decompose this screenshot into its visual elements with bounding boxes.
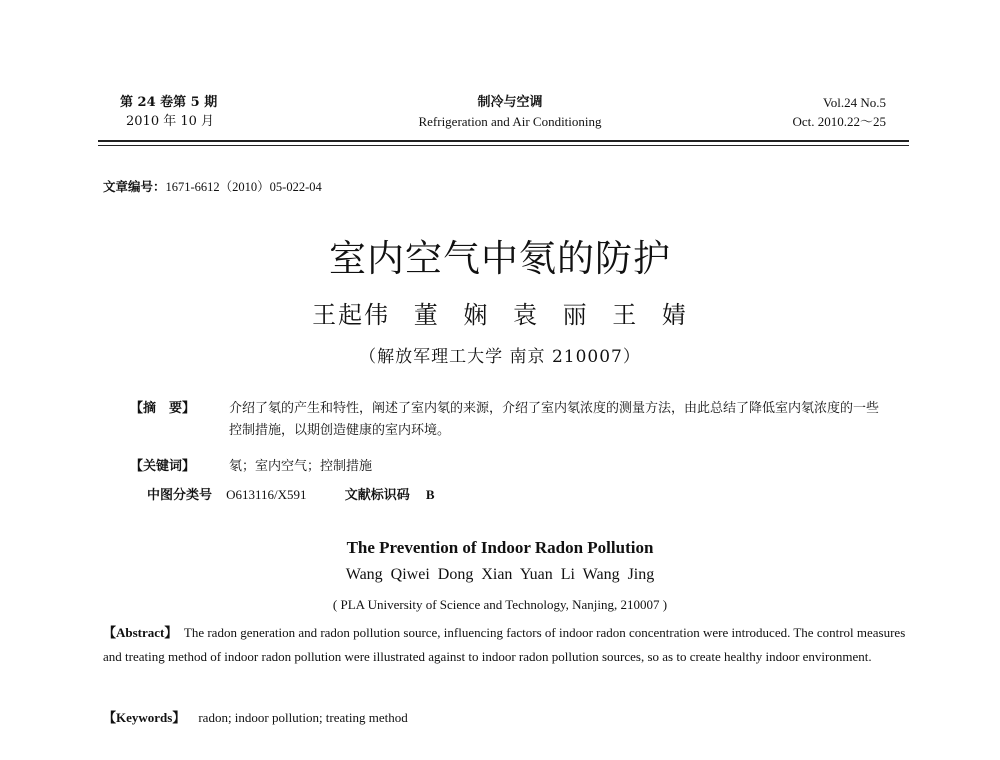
paper-title-en: The Prevention of Indoor Radon Pollution <box>346 538 654 557</box>
abstract-en <box>103 621 913 669</box>
header-rule-thin <box>98 145 909 146</box>
date-pages-en: Oct. 2010.22～25 <box>792 114 886 129</box>
volume-number-en: Vol.24 No.5 <box>823 95 886 110</box>
classification-line <box>147 484 435 507</box>
abstract-en-text: The radon generation and radon pollution source, influencing factors of indoor radon concentration were introduced. The control measures and treating method of indoor radon pollution were illustrated against to indoor radon pollution sources, so as to create healthy indoor environment. <box>103 625 906 664</box>
volume-issue: 第 24 卷第 5 期 <box>120 95 218 110</box>
abstract-en-label: 【Abstract】 <box>103 625 178 640</box>
affiliation-en: ( PLA University of Science and Technology, Nanjing, 210007 ) <box>332 597 668 612</box>
article-number-label: 文章编号： <box>103 179 166 194</box>
journal-issue-en <box>720 93 886 131</box>
keywords-en-text: radon; indoor pollution; treating method <box>198 710 408 725</box>
article-number-value: 1671-6612（2010）05-022-04 <box>165 180 322 194</box>
journal-name <box>380 93 640 131</box>
document-code-value: B <box>425 487 435 502</box>
authors-en: Wang Qiwei Dong Xian Yuan Li Wang Jing <box>345 566 655 583</box>
abstract-cn-label: 【摘 要】 <box>130 401 196 416</box>
abstract-cn-text: 介绍了氡的产生和特性，阐述了室内氡的来源，介绍了室内氡浓度的测量方法，由此总结了降低室内氡浓度的一些控制措施，以期创造健康的室内环境。 <box>229 401 880 438</box>
classification-label: 中图分类号 <box>147 488 213 503</box>
paper-title-cn: 室内空气中氡的防护 <box>329 237 671 280</box>
affiliation-cn: （解放军理工大学 南京 210007） <box>359 347 641 367</box>
document-code-label: 文献标识码 <box>344 488 410 503</box>
publication-date: 2010 年 10 月 <box>126 114 215 129</box>
keywords-cn-label: 【关键词】 <box>130 459 196 474</box>
keywords-en <box>103 706 408 730</box>
journal-volume <box>120 93 217 131</box>
authors-cn: 王起伟 董 娴 袁 丽 王 婧 <box>312 301 688 329</box>
classification-value: O613116/X591 <box>226 487 307 502</box>
keywords-cn-text: 氡；室内空气；控制措施 <box>229 459 373 474</box>
header-rule-thick <box>98 140 909 142</box>
journal-name-cn: 制冷与空调 <box>477 95 543 110</box>
keywords-en-label: 【Keywords】 <box>103 710 186 725</box>
article-number <box>103 177 322 195</box>
journal-name-en: Refrigeration and Air Conditioning <box>418 114 602 129</box>
